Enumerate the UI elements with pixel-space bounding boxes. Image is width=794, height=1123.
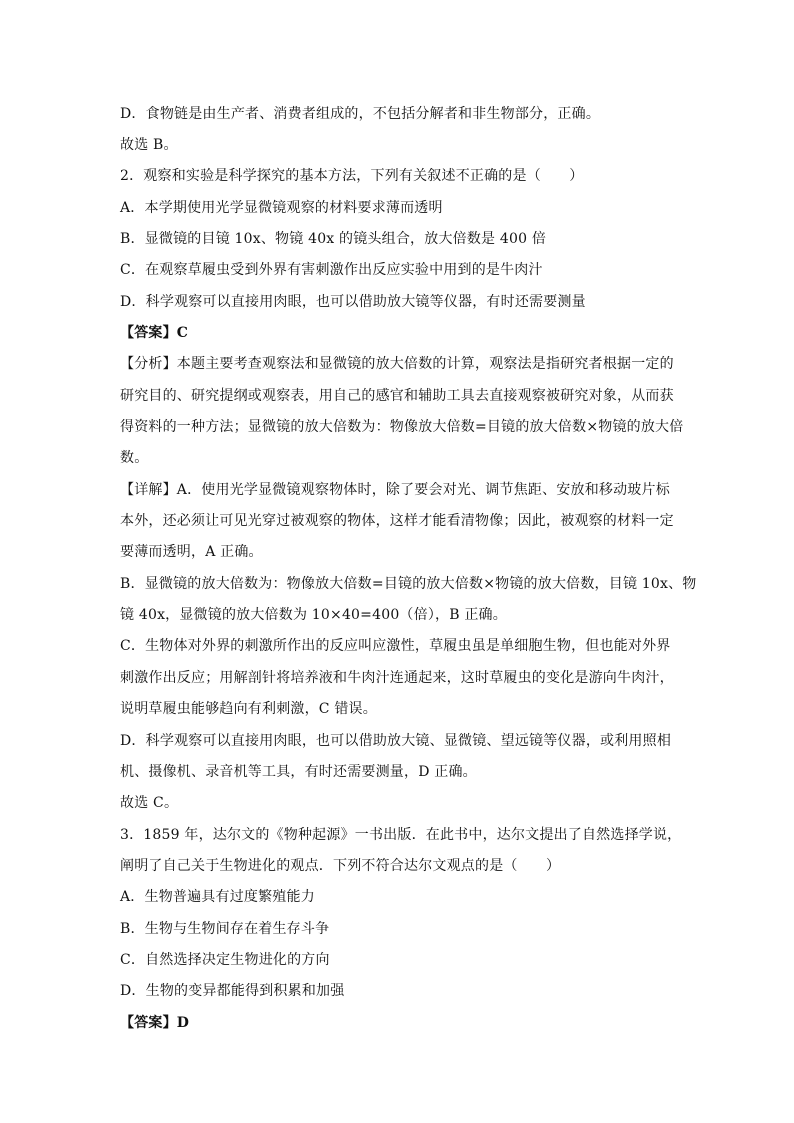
detail-a-line-3: 要薄而透明，A 正确。 [120, 544, 263, 560]
question-2-option-d: D．科学观察可以直接用肉眼，也可以借助放大镜等仪器，有时还需要测量 [120, 294, 586, 310]
choice-result-c: 故选 C。 [120, 795, 179, 811]
choice-result-b: 故选 B。 [120, 137, 178, 153]
question-3-stem-line-1: 3．1859 年，达尔文的《物种起源》一书出版．在此书中，达尔文提出了自然选择学说， [120, 827, 682, 843]
question-3-answer: 【答案】D [120, 1015, 190, 1031]
analysis-line-3: 得资料的一种方法；显微镜的放大倍数为：物像放大倍数=目镜的放大倍数×物镜的放大倍 [120, 419, 684, 435]
detail-b-line-1: B．显微镜的放大倍数为：物像放大倍数=目镜的放大倍数×物镜的放大倍数，目镜 10x、物 [120, 576, 697, 592]
question-2-option-b: B．显微镜的目镜 10x、物镜 40x 的镜头组合，放大倍数是 400 倍 [120, 231, 547, 247]
option-d-food-chain: D．食物链是由生产者、消费者组成的，不包括分解者和非生物部分，正确。 [120, 106, 601, 122]
detail-c-line-3: 说明草履虫能够趋向有利刺激，C 错误。 [120, 701, 377, 717]
detail-c-line-1: C．生物体对外界的刺激所作出的反应叫应激性，草履虫虽是单细胞生物，但也能对外界 [120, 638, 671, 654]
analysis-line-2: 研究目的、研究提纲或观察表，用自己的感官和辅助工具去直接观察被研究对象，从而获 [120, 388, 674, 404]
question-2-option-a: A．本学期使用光学显微镜观察的材料要求薄而透明 [120, 200, 443, 216]
question-3-option-c: C．自然选择决定生物进化的方向 [120, 952, 330, 968]
detail-c-line-2: 刺激作出反应；用解剖针将培养液和牛肉汁连通起来，这时草履虫的变化是游向牛肉汁， [120, 670, 674, 686]
detail-a-line-1: 【详解】A．使用光学显微镜观察物体时，除了要会对光、调节焦距、安放和移动玻片标 [120, 482, 670, 498]
question-3-option-b: B．生物与生物间存在着生存斗争 [120, 921, 330, 937]
question-3-stem-line-2: 阐明了自己关于生物进化的观点．下列不符合达尔文观点的是（ ） [120, 858, 561, 874]
analysis-line-1: 【分析】本题主要考查观察法和显微镜的放大倍数的计算，观察法是指研究者根据一定的 [120, 356, 674, 372]
question-2-stem: 2．观察和实验是科学探究的基本方法，下列有关叙述不正确的是（ ） [120, 168, 584, 184]
analysis-line-4: 数。 [120, 450, 149, 466]
detail-d-line-2: 机、摄像机、录音机等工具，有时还需要测量，D 正确。 [120, 764, 477, 780]
detail-a-line-2: 本外，还必须让可见光穿过被观察的物体，这样才能看清物像；因此，被观察的材料一定 [120, 513, 674, 529]
detail-b-line-2: 镜 40x，显微镜的放大倍数为 10×40=400（倍），B 正确。 [120, 607, 507, 623]
question-2-option-c: C．在观察草履虫受到外界有害刺激作出反应实验中用到的是牛肉汁 [120, 262, 543, 278]
question-2-answer: 【答案】C [120, 325, 189, 341]
detail-d-line-1: D．科学观察可以直接用肉眼，也可以借助放大镜、显微镜、望远镜等仪器，或利用照相 [120, 733, 672, 749]
question-3-option-a: A．生物普遍具有过度繁殖能力 [120, 889, 315, 905]
question-3-option-d: D．生物的变异都能得到积累和加强 [120, 983, 345, 999]
